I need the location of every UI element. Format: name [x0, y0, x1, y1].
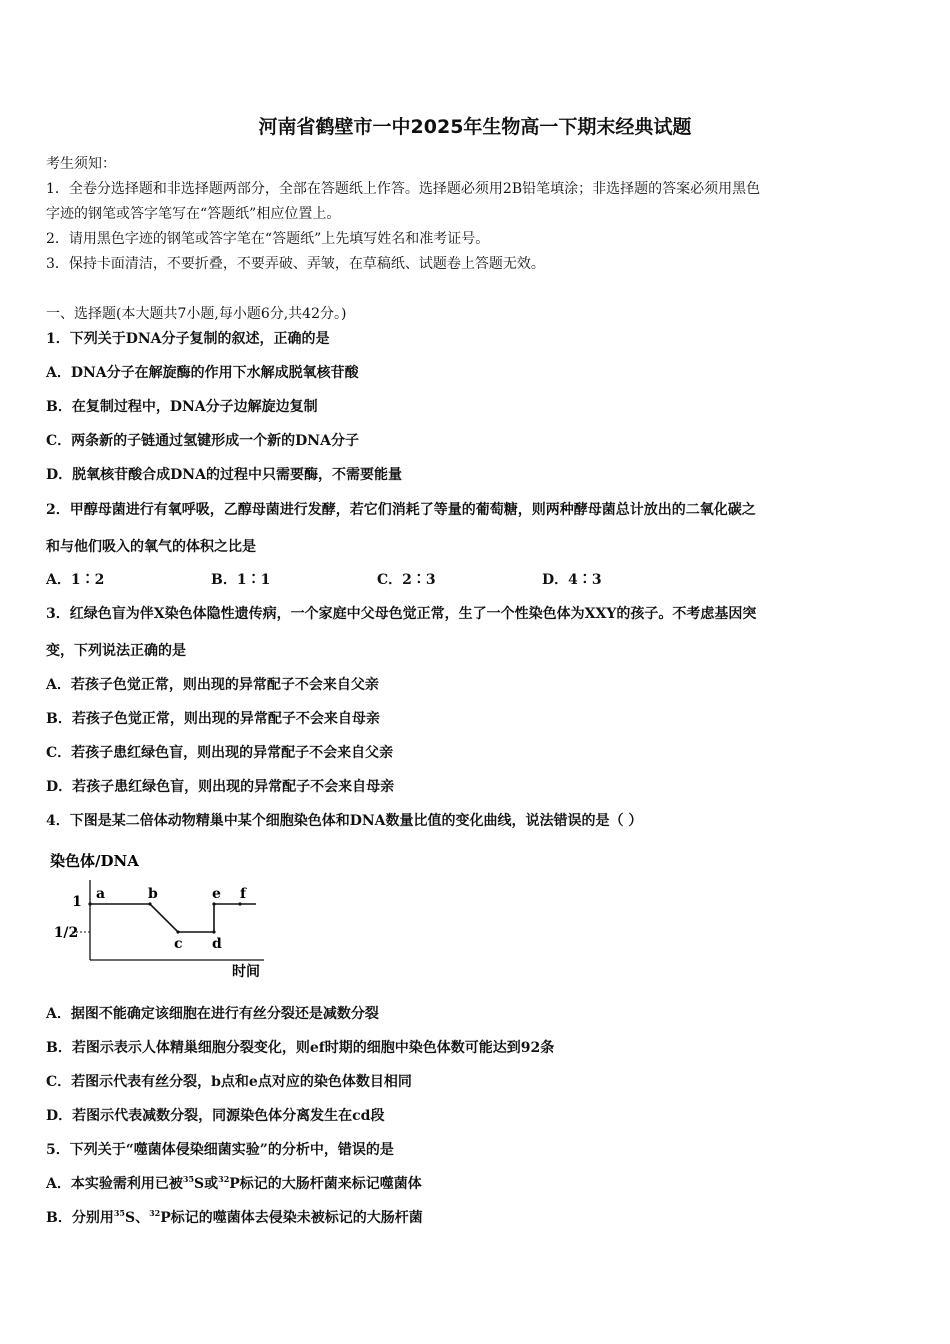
q3-option-c: C．若孩子患红绿色盲，则出现的异常配子不会来自父亲: [46, 745, 394, 761]
chart-point-label-a: a: [96, 886, 106, 902]
notice-item-1-line-2: 字迹的钢笔或答字笔写在“答题纸”相应位置上。: [46, 206, 341, 222]
chart-point-e: [212, 902, 215, 905]
q3-option-a: A．若孩子色觉正常，则出现的异常配子不会来自父亲: [46, 677, 379, 693]
q5-option-b-text-1: B．分别用: [46, 1210, 114, 1226]
chart-series-line: [90, 904, 256, 932]
q5-option-b-sup-2: 32: [149, 1208, 161, 1218]
q3-stem-line-2: 变，下列说法正确的是: [46, 643, 186, 659]
q1-option-c: C．两条新的子链通过氢键形成一个新的DNA分子: [46, 433, 359, 449]
notice-item-2: 2．请用黑色字迹的钢笔或答字笔在“答题纸”上先填写姓名和准考证号。: [46, 231, 490, 247]
q2-option-b: B．1∶1: [211, 572, 271, 588]
q1-stem: 1．下列关于DNA分子复制的叙述，正确的是: [46, 331, 330, 347]
q2-option-d: D．4∶3: [542, 572, 602, 588]
chart-point-label-f: f: [240, 886, 247, 902]
q1-option-b: B．在复制过程中，DNA分子边解旋边复制: [46, 399, 318, 415]
q4-stem: 4．下图是某二倍体动物精巢中某个细胞染色体和DNA数量比值的变化曲线，说法错误的是（ ）: [46, 813, 643, 829]
q2-option-a: A．1∶2: [46, 572, 105, 588]
page-title: 河南省鹤壁市一中2025年生物高一下期末经典试题: [258, 116, 692, 138]
chart-point-f: [238, 902, 241, 905]
chart-y-tick-half: 1/2: [53, 925, 79, 941]
q3-option-d: D．若孩子患红绿色盲，则出现的异常配子不会来自母亲: [46, 779, 395, 795]
chart-point-label-d: d: [212, 936, 222, 952]
q1-option-a: A．DNA分子在解旋酶的作用下水解成脱氧核苷酸: [46, 365, 359, 381]
q5-stem: 5．下列关于“噬菌体侵染细菌实验”的分析中，错误的是: [46, 1142, 394, 1158]
q3-option-b: B．若孩子色觉正常，则出现的异常配子不会来自母亲: [46, 711, 380, 727]
notice-item-1-line-1: 1．全卷分选择题和非选择题两部分，全部在答题纸上作答。选择题必须用2B铅笔填涂；非选择题的答案必须用黑色: [46, 181, 761, 197]
q4-option-d: D．若图示代表减数分裂，同源染色体分离发生在cd段: [46, 1108, 385, 1124]
q5-option-a-text-3: P标记的大肠杆菌来标记噬菌体: [229, 1176, 422, 1192]
chart-point-b: [148, 902, 151, 905]
chart-point-label-c: c: [174, 936, 183, 952]
section-heading: 一、选择题(本大题共7小题,每小题6分,共42分。): [46, 306, 347, 322]
q5-option-a-text-1: A．本实验需利用已被: [46, 1176, 183, 1192]
q2-stem-line-2: 和与他们吸入的氧气的体积之比是: [46, 539, 256, 555]
chart-y-tick-1: 1: [72, 894, 82, 910]
q5-option-a-sup-1: 35: [182, 1174, 195, 1184]
q5-option-a-text-2: S或: [194, 1176, 219, 1192]
q1-option-d: D．脱氧核苷酸合成DNA的过程中只需要酶，不需要能量: [46, 467, 402, 483]
q5-option-b-text-2: S、: [124, 1210, 150, 1226]
q5-option-b-sup-1: 35: [113, 1208, 125, 1218]
q5-option-a-sup-2: 32: [218, 1174, 230, 1184]
notice-heading: 考生须知：: [46, 156, 116, 172]
q2-option-c: C．2∶3: [377, 572, 436, 588]
q4-option-c: C．若图示代表有丝分裂，b点和e点对应的染色体数目相同: [46, 1074, 412, 1090]
q2-stem-line-1: 2．甲醇母菌进行有氧呼吸，乙醇母菌进行发酵，若它们消耗了等量的葡萄糖，则两种酵母菌总计放出的二氧化碳之: [46, 502, 756, 518]
chart-point-label-e: e: [212, 886, 221, 902]
notice-item-3: 3．保持卡面清洁，不要折叠，不要弄破、弄皱，在草稿纸、试题卷上答题无效。: [46, 256, 545, 272]
q5-option-b-text-3: P标记的噬菌体去侵染未被标记的大肠杆菌: [160, 1210, 423, 1226]
q3-stem-line-1: 3．红绿色盲为伴X染色体隐性遗传病，一个家庭中父母色觉正常，生了一个性染色体为XXY的孩子。不考虑基因突: [46, 606, 757, 622]
q5-option-a: [46, 1173, 422, 1193]
chart-x-label: 时间: [232, 964, 260, 980]
chart-point-d: [212, 930, 215, 933]
chart-y-label: 染色体/DNA: [50, 852, 139, 870]
chart-point-c: [176, 930, 179, 933]
chart-point-label-b: b: [148, 886, 158, 902]
chart-point-a: [88, 902, 91, 905]
ratio-chart: [46, 848, 286, 984]
q5-option-b: [46, 1207, 423, 1227]
q4-option-a: A．据图不能确定该细胞在进行有丝分裂还是减数分裂: [46, 1006, 379, 1022]
q4-option-b: B．若图示表示人体精巢细胞分裂变化，则ef时期的细胞中染色体数可能达到92条: [46, 1040, 555, 1056]
